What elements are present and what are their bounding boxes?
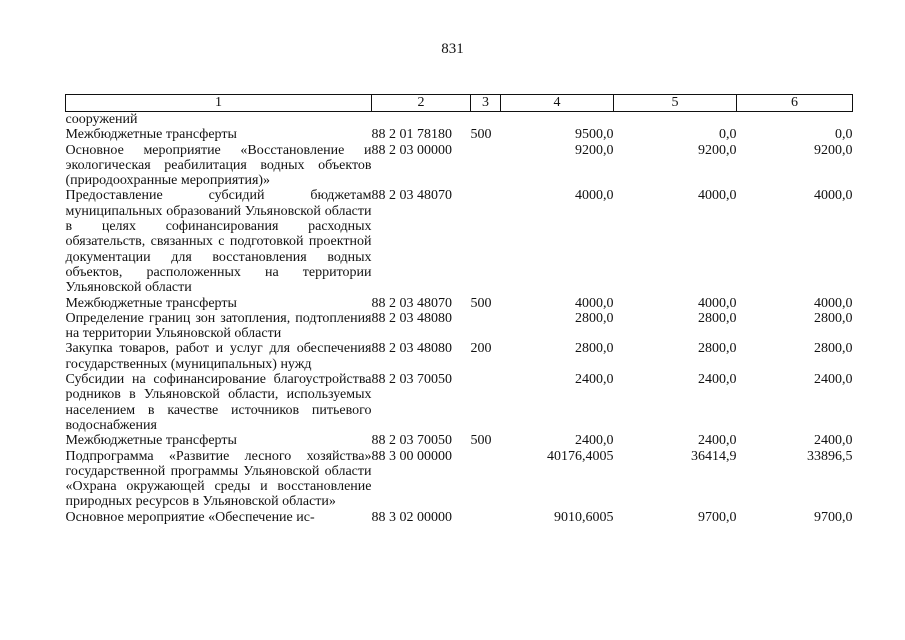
row-description: сооружений bbox=[65, 112, 138, 127]
row-value-col6: 9200,0 bbox=[814, 142, 853, 158]
header-row bbox=[66, 95, 853, 112]
row-description: Межбюджетные трансферты bbox=[65, 295, 237, 311]
row-value-col4: 4000,0 bbox=[575, 295, 614, 311]
table-row bbox=[66, 372, 853, 433]
row-code: 88 2 03 00000 bbox=[371, 142, 452, 158]
row-description: Межбюджетные трансферты bbox=[65, 433, 237, 449]
row-value-col6: 0,0 bbox=[835, 127, 853, 143]
table-row bbox=[66, 449, 853, 510]
row-code: 88 2 03 70050 bbox=[371, 372, 452, 388]
row-value-col4: 2800,0 bbox=[575, 341, 614, 357]
row-value-col5: 2400,0 bbox=[698, 372, 737, 388]
row-value-col4: 4000,0 bbox=[575, 188, 614, 204]
row-value-col6: 4000,0 bbox=[814, 295, 853, 311]
row-value-col5: 2800,0 bbox=[698, 341, 737, 357]
row-expense-type: 500 bbox=[470, 433, 492, 449]
row-code: 88 3 02 00000 bbox=[371, 509, 452, 525]
row-value-col4: 2800,0 bbox=[575, 310, 614, 326]
table-body bbox=[66, 112, 853, 526]
table-row bbox=[66, 311, 853, 342]
row-expense-type: 500 bbox=[470, 127, 492, 143]
row-value-col6: 2800,0 bbox=[814, 341, 853, 357]
row-value-col6: 2400,0 bbox=[814, 372, 853, 388]
row-value-col5: 4000,0 bbox=[698, 188, 737, 204]
row-expense-type bbox=[471, 143, 501, 189]
row-value-col4: 2400,0 bbox=[575, 372, 614, 388]
row-value-col4: 9500,0 bbox=[575, 127, 614, 143]
row-expense-type bbox=[471, 311, 501, 342]
row-value-col5: 2400,0 bbox=[698, 433, 737, 449]
page-number: 831 bbox=[441, 41, 464, 57]
row-value-col5: 9700,0 bbox=[698, 509, 737, 525]
col-header-3: 3 bbox=[471, 95, 501, 112]
row-value-col4 bbox=[501, 112, 614, 128]
row-value-col6: 9700,0 bbox=[814, 509, 853, 525]
row-value-col4: 9200,0 bbox=[575, 142, 614, 158]
row-description: Межбюджетные трансферты bbox=[65, 127, 237, 143]
row-value-col4: 2400,0 bbox=[575, 433, 614, 449]
row-code: 88 2 03 48070 bbox=[371, 295, 452, 311]
row-description: Предоставление субсидий бюджетам муниципальных образований Ульяновской области в целях софинансирования расходных обязательств, связанных с подготовкой проектной документации для восстановления водных объектов, расположенных на территории Ульяновской области bbox=[65, 188, 372, 296]
row-expense-type bbox=[471, 188, 501, 295]
row-code bbox=[372, 112, 471, 128]
row-code: 88 2 03 48080 bbox=[371, 341, 452, 357]
table-row bbox=[66, 127, 853, 142]
row-code: 88 2 03 70050 bbox=[371, 433, 452, 449]
table-row bbox=[66, 188, 853, 295]
col-header-4: 4 bbox=[501, 95, 614, 112]
table-row bbox=[66, 112, 853, 128]
row-expense-type: 200 bbox=[470, 341, 492, 357]
row-expense-type bbox=[471, 372, 501, 433]
row-value-col5: 2800,0 bbox=[698, 310, 737, 326]
row-value-col5: 4000,0 bbox=[698, 295, 737, 311]
row-code: 88 3 00 00000 bbox=[371, 448, 452, 464]
row-expense-type: 500 bbox=[470, 295, 492, 311]
row-value-col4: 9010,6005 bbox=[554, 509, 614, 525]
row-value-col6: 2400,0 bbox=[814, 433, 853, 449]
row-code: 88 2 01 78180 bbox=[371, 127, 452, 143]
row-description: Основное мероприятие «Обеспечение ис- bbox=[65, 509, 315, 525]
row-value-col6: 4000,0 bbox=[814, 188, 853, 204]
row-code: 88 2 03 48080 bbox=[371, 310, 452, 326]
row-value-col5: 0,0 bbox=[719, 127, 737, 143]
col-header-5: 5 bbox=[614, 95, 737, 112]
col-header-2: 2 bbox=[372, 95, 471, 112]
row-value-col5 bbox=[614, 112, 737, 128]
col-header-1: 1 bbox=[66, 95, 372, 112]
table-row bbox=[66, 433, 853, 448]
row-expense-type bbox=[471, 449, 501, 510]
table-row bbox=[66, 341, 853, 372]
row-value-col6: 2800,0 bbox=[814, 310, 853, 326]
row-code: 88 2 03 48070 bbox=[371, 188, 452, 204]
row-description: Субсидии на софинансирование благоустройства родников в Ульяновской области, используемых населением в качестве источников питьевого водоснабжения bbox=[65, 372, 372, 433]
row-value-col6: 33896,5 bbox=[807, 448, 853, 464]
row-expense-type bbox=[471, 510, 501, 525]
row-expense-type bbox=[471, 112, 501, 128]
row-description: Определение границ зон затопления, подтопления на территории Ульяновской области bbox=[65, 310, 372, 342]
col-header-6: 6 bbox=[737, 95, 853, 112]
row-description: Основное мероприятие «Восстановление и экологическая реабилитация водных объектов (природоохранные мероприятия)» bbox=[65, 142, 372, 189]
budget-table bbox=[65, 94, 853, 525]
row-value-col4: 40176,4005 bbox=[547, 448, 614, 464]
row-value-col6 bbox=[737, 112, 853, 128]
table-row bbox=[66, 143, 853, 189]
table-row bbox=[66, 510, 853, 525]
table-row bbox=[66, 296, 853, 311]
row-description: Подпрограмма «Развитие лесного хозяйства» государственной программы Ульяновской области «Охрана окружающей среды и восстановление природных ресурсов в Ульяновской области» bbox=[65, 448, 372, 510]
row-value-col5: 36414,9 bbox=[691, 448, 737, 464]
row-value-col5: 9200,0 bbox=[698, 142, 737, 158]
row-description: Закупка товаров, работ и услуг для обеспечения государственных (муниципальных) нужд bbox=[65, 341, 372, 372]
